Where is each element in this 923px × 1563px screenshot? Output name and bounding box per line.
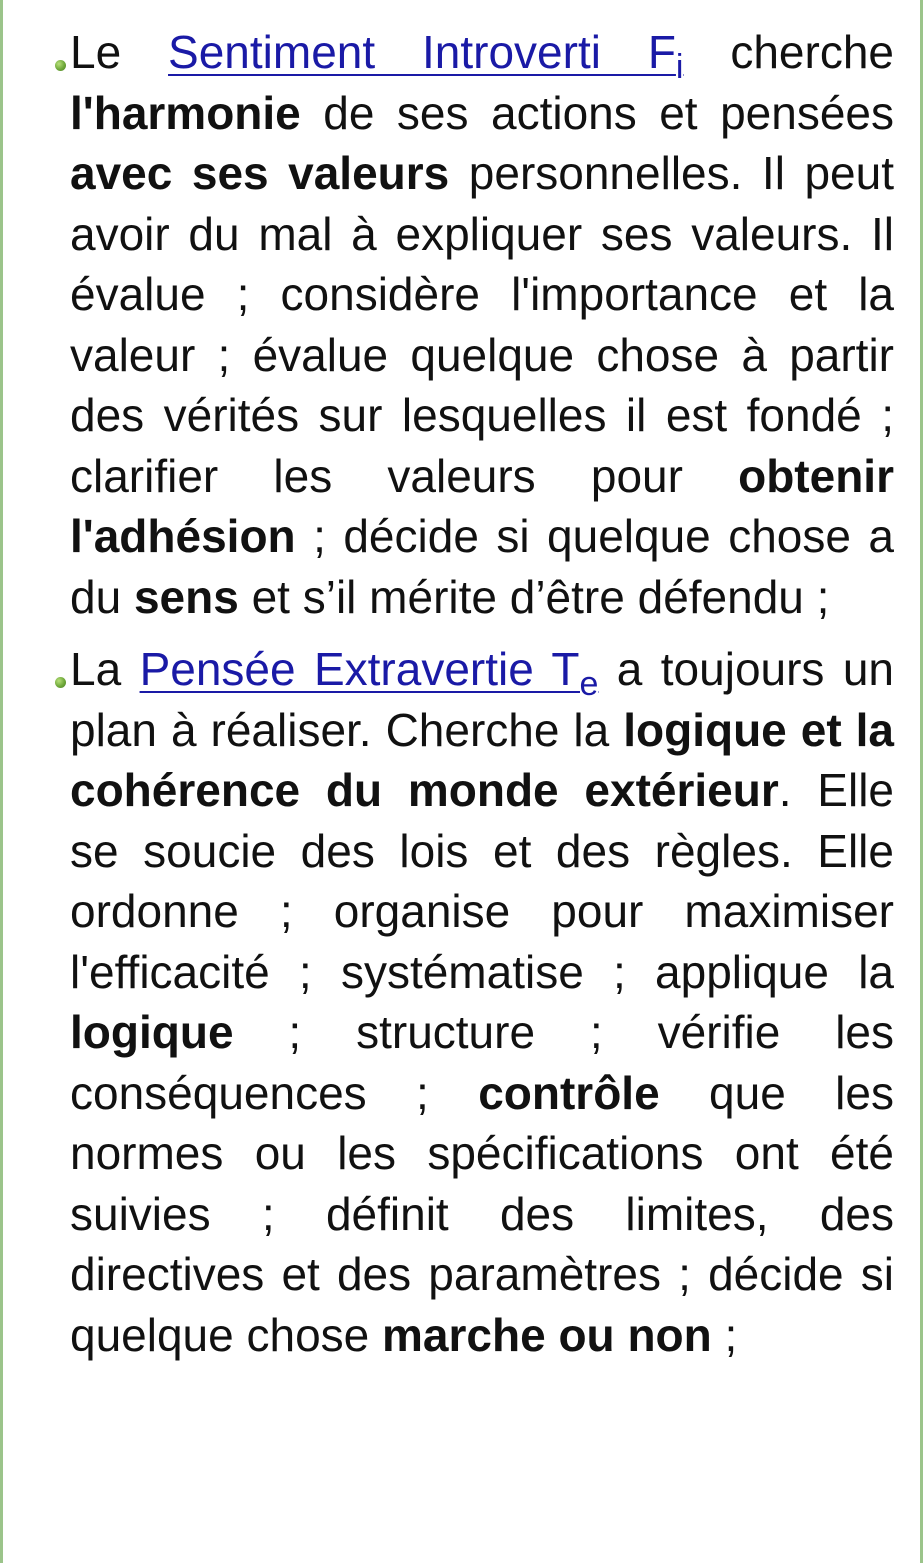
list-item xyxy=(3,22,920,627)
item-lead: La xyxy=(70,643,140,695)
bold-text: contrôle xyxy=(478,1066,660,1119)
text-part: de ses actions et pensées xyxy=(300,86,894,139)
term-text: Sentiment Introverti F xyxy=(168,26,676,78)
text-part: et s’il mérite d’être défendu ; xyxy=(238,570,830,623)
bold-text: obtenir l'adhésion xyxy=(70,449,894,562)
term-subscript: i xyxy=(675,48,684,86)
list-item xyxy=(3,639,920,1365)
bold-text: sens xyxy=(133,570,239,623)
bold-text: marche ou non xyxy=(382,1308,712,1361)
text-part: personnelles. Il peut avoir du mal à expliquer ses valeurs. Il évalue ; considère l'importance et la valeur ; évalue quelque chose à partir des vérités sur lesquelles il est fondé ; clarifier les valeurs pour xyxy=(70,147,894,502)
term-subscript: e xyxy=(579,665,599,703)
bold-text: logique et la cohérence du monde extérieur xyxy=(70,703,894,816)
bold-text: logique xyxy=(70,1006,234,1058)
link-pensee-extravertie[interactable] xyxy=(139,643,599,703)
link-sentiment-introverti[interactable] xyxy=(168,26,684,86)
text-part: . Elle se soucie des lois et des règles. Elle ordonne ; organise pour maximiser l'efficacité ; systématise ; applique la xyxy=(70,764,895,998)
text-part: a toujours un plan à réaliser. Cherche la xyxy=(70,643,894,756)
text-part: ; xyxy=(711,1308,738,1361)
definition-list xyxy=(3,22,920,1365)
term-text: Pensée Extravertie T xyxy=(139,643,580,695)
bullet-icon xyxy=(55,60,66,71)
bold-text: avec ses valeurs xyxy=(70,147,450,199)
bold-text: l'harmonie xyxy=(70,86,301,139)
text-part: cherche xyxy=(683,26,894,78)
bullet-icon xyxy=(55,677,66,688)
text-part: que les normes ou les spécifications ont été suivies ; définit des limites, des directives et des paramètres ; décide si quelque chose xyxy=(70,1066,894,1361)
item-lead: Le xyxy=(70,26,169,78)
text-part: ; décide si quelque chose a du xyxy=(70,510,894,623)
text-part: ; structure ; vérifie les conséquences ; xyxy=(70,1006,894,1119)
